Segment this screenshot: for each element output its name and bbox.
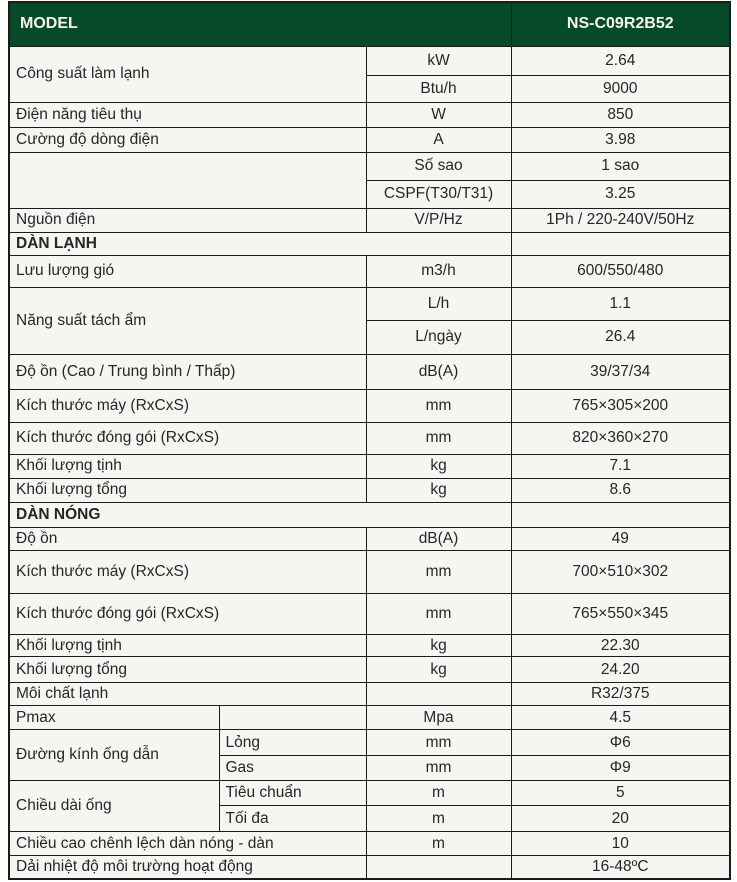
pipe-length-standard-value: 5: [511, 781, 730, 806]
outdoor-net-weight-value: 22.30: [511, 634, 730, 657]
table-row: [9, 634, 730, 657]
current-label: Cường độ dòng điện: [9, 127, 366, 152]
pipe-length-standard-unit: m: [366, 781, 511, 806]
model-number: NS-C09R2B52: [511, 2, 730, 46]
outdoor-gross-weight-value: 24.20: [511, 657, 730, 683]
indoor-net-weight-unit: kg: [366, 454, 511, 478]
current-value: 3.98: [511, 127, 730, 152]
indoor-section-title: DÀN LẠNH: [9, 232, 511, 255]
power-supply-value: 1Ph / 220-240V/50Hz: [511, 208, 730, 232]
energy-rating-empty-label: [9, 152, 366, 208]
table-header-row: [9, 2, 730, 46]
pipe-length-max-value: 20: [511, 806, 730, 832]
power-supply-label: Nguồn điện: [9, 208, 366, 232]
table-row: [9, 683, 730, 706]
pipe-length-standard-sub: Tiêu chuẩn: [219, 781, 366, 806]
table-row: [9, 832, 730, 856]
model-header-label: MODEL: [9, 2, 511, 46]
height-difference-unit: m: [366, 832, 511, 856]
spec-table: [8, 1, 731, 880]
indoor-noise-unit: dB(A): [366, 354, 511, 389]
pipe-diameter-liquid-unit: mm: [366, 730, 511, 756]
table-row: [9, 527, 730, 550]
pipe-diameter-liquid-value: Φ6: [511, 730, 730, 756]
indoor-noise-value: 39/37/34: [511, 354, 730, 389]
table-row: [9, 856, 730, 879]
table-row: [9, 127, 730, 152]
table-row: [9, 102, 730, 127]
pipe-length-label: Chiều dài ống: [9, 781, 219, 832]
cooling-capacity-label: Công suất làm lạnh: [9, 46, 366, 102]
table-row: [9, 255, 730, 287]
refrigerant-label: Môi chất lạnh: [9, 683, 366, 706]
indoor-net-weight-label: Khối lượng tịnh: [9, 454, 366, 478]
outdoor-unit-dimensions-value: 700×510×302: [511, 550, 730, 593]
table-row: [9, 478, 730, 502]
airflow-label: Lưu lượng gió: [9, 255, 366, 287]
energy-rating-stars-value: 1 sao: [511, 152, 730, 180]
indoor-unit-dimensions-unit: mm: [366, 389, 511, 422]
pipe-diameter-gas-unit: mm: [366, 756, 511, 781]
operating-temp-range-label: Dải nhiệt độ môi trường hoạt động: [9, 856, 366, 879]
dehumidify-unit-lday: L/ngày: [366, 320, 511, 354]
pmax-value: 4.5: [511, 706, 730, 730]
energy-rating-stars-unit: Số sao: [366, 152, 511, 180]
pmax-unit: Mpa: [366, 706, 511, 730]
dehumidify-unit-lh: L/h: [366, 287, 511, 320]
dehumidify-value-lh: 1.1: [511, 287, 730, 320]
airflow-unit: m3/h: [366, 255, 511, 287]
table-row: [9, 46, 730, 75]
operating-temp-range-empty-unit: [366, 856, 511, 879]
table-row: [9, 730, 730, 756]
cooling-capacity-value-btu: 9000: [511, 75, 730, 102]
refrigerant-empty-unit: [366, 683, 511, 706]
indoor-unit-dimensions-value: 765×305×200: [511, 389, 730, 422]
table-row: [9, 657, 730, 683]
table-row: [9, 454, 730, 478]
section-row-indoor: [9, 232, 730, 255]
table-row: [9, 389, 730, 422]
table-row: [9, 593, 730, 634]
power-consumption-label: Điện năng tiêu thụ: [9, 102, 366, 127]
outdoor-noise-label: Độ ồn: [9, 527, 366, 550]
cooling-capacity-unit-btu: Btu/h: [366, 75, 511, 102]
pmax-empty-sub: [219, 706, 366, 730]
table-row: [9, 781, 730, 806]
pipe-length-max-sub: Tối đa: [219, 806, 366, 832]
indoor-gross-weight-label: Khối lượng tổng: [9, 478, 366, 502]
dehumidify-label: Năng suất tách ẩm: [9, 287, 366, 354]
indoor-net-weight-value: 7.1: [511, 454, 730, 478]
indoor-gross-weight-unit: kg: [366, 478, 511, 502]
outdoor-unit-dimensions-label: Kích thước máy (RxCxS): [9, 550, 366, 593]
section-row-outdoor: [9, 502, 730, 527]
table-row: [9, 550, 730, 593]
table-row: [9, 354, 730, 389]
dehumidify-value-lday: 26.4: [511, 320, 730, 354]
pipe-diameter-gas-value: Φ9: [511, 756, 730, 781]
indoor-section-empty-cell: [511, 232, 730, 255]
cooling-capacity-value-kw: 2.64: [511, 46, 730, 75]
indoor-packing-dimensions-unit: mm: [366, 422, 511, 454]
refrigerant-value: R32/375: [511, 683, 730, 706]
outdoor-net-weight-label: Khối lượng tịnh: [9, 634, 366, 657]
outdoor-gross-weight-unit: kg: [366, 657, 511, 683]
height-difference-value: 10: [511, 832, 730, 856]
outdoor-net-weight-unit: kg: [366, 634, 511, 657]
indoor-packing-dimensions-value: 820×360×270: [511, 422, 730, 454]
table-row: [9, 152, 730, 180]
outdoor-gross-weight-label: Khối lượng tổng: [9, 657, 366, 683]
height-difference-label: Chiều cao chênh lệch dàn nóng - dàn: [9, 832, 366, 856]
table-row: [9, 287, 730, 320]
power-supply-unit: V/P/Hz: [366, 208, 511, 232]
pipe-length-max-unit: m: [366, 806, 511, 832]
cooling-capacity-unit-kw: kW: [366, 46, 511, 75]
indoor-gross-weight-value: 8.6: [511, 478, 730, 502]
pipe-diameter-gas-sub: Gas: [219, 756, 366, 781]
airflow-value: 600/550/480: [511, 255, 730, 287]
power-consumption-unit: W: [366, 102, 511, 127]
operating-temp-range-value: 16-48ºC: [511, 856, 730, 879]
table-row: [9, 706, 730, 730]
table-row: [9, 422, 730, 454]
table-row: [9, 208, 730, 232]
energy-rating-cspf-value: 3.25: [511, 180, 730, 208]
energy-rating-cspf-unit: CSPF(T30/T31): [366, 180, 511, 208]
outdoor-noise-unit: dB(A): [366, 527, 511, 550]
outdoor-section-title: DÀN NÓNG: [9, 502, 511, 527]
indoor-noise-label: Độ ồn (Cao / Trung bình / Thấp): [9, 354, 366, 389]
outdoor-section-empty-cell: [511, 502, 730, 527]
outdoor-noise-value: 49: [511, 527, 730, 550]
outdoor-packing-dimensions-unit: mm: [366, 593, 511, 634]
outdoor-unit-dimensions-unit: mm: [366, 550, 511, 593]
indoor-unit-dimensions-label: Kích thước máy (RxCxS): [9, 389, 366, 422]
outdoor-packing-dimensions-label: Kích thước đóng gói (RxCxS): [9, 593, 366, 634]
outdoor-packing-dimensions-value: 765×550×345: [511, 593, 730, 634]
pipe-diameter-liquid-sub: Lỏng: [219, 730, 366, 756]
power-consumption-value: 850: [511, 102, 730, 127]
pmax-label: Pmax: [9, 706, 219, 730]
indoor-packing-dimensions-label: Kích thước đóng gói (RxCxS): [9, 422, 366, 454]
current-unit: A: [366, 127, 511, 152]
pipe-diameter-label: Đường kính ống dẫn: [9, 730, 219, 781]
